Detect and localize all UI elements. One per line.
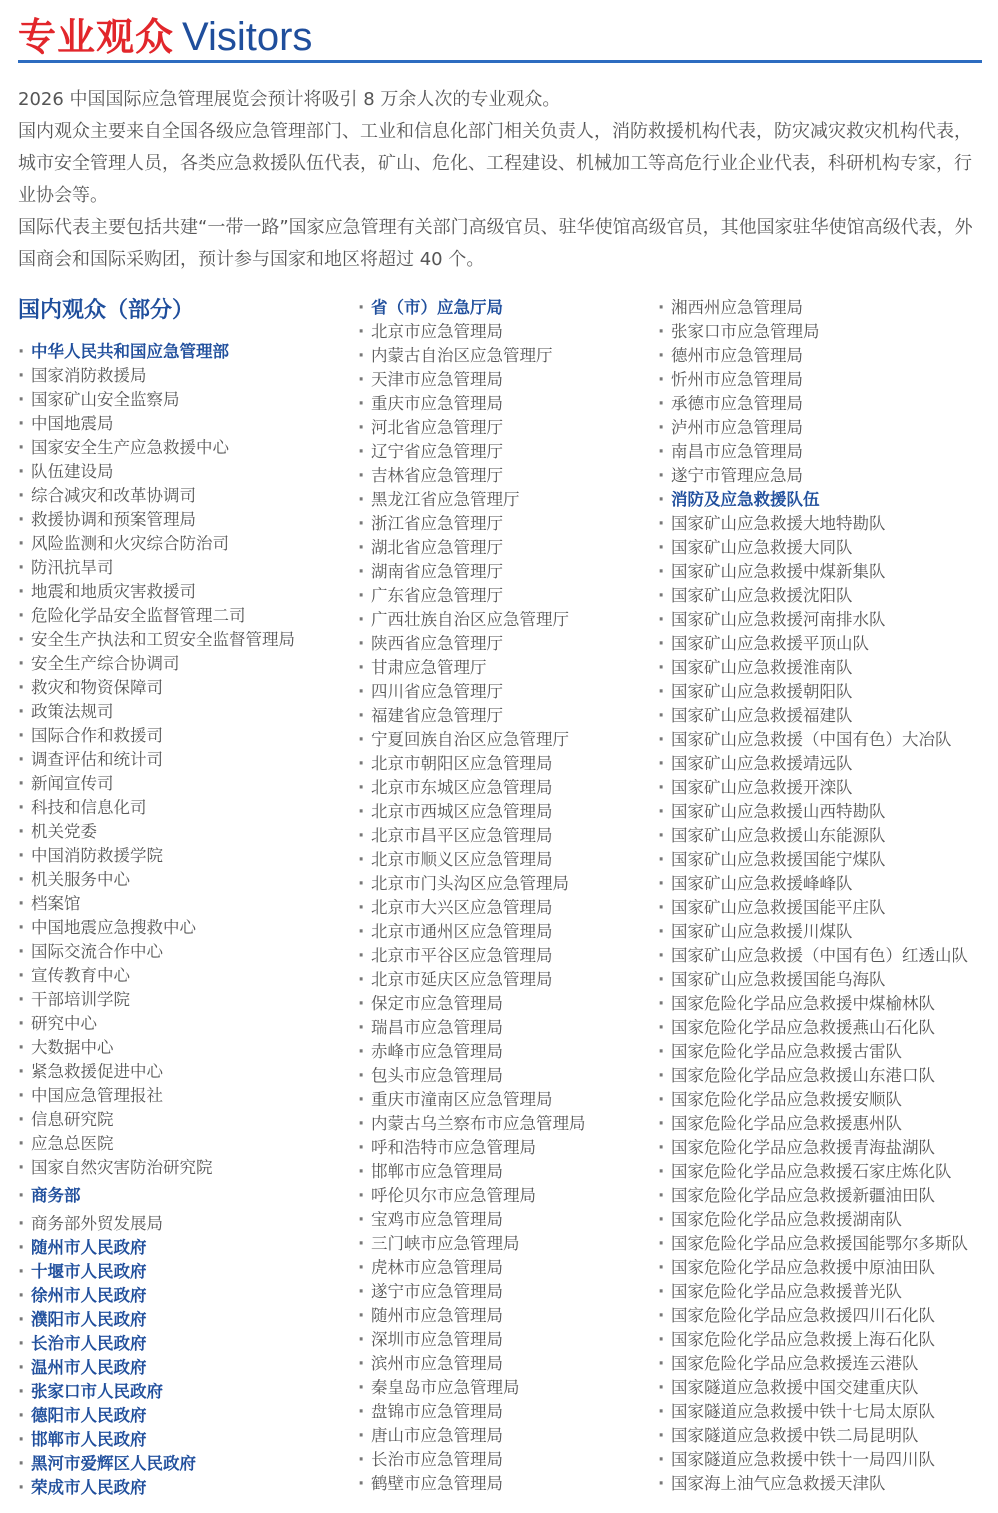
list-item: · 国家矿山应急救援平顶山队 [658,632,996,656]
list-item: · 国家矿山应急救援峰峰队 [658,872,996,896]
list-item: · 福建省应急管理厅 [358,704,658,728]
list-group-heading: · 十堰市人民政府 [18,1260,348,1284]
list-item: · 科技和信息化司 [18,796,348,820]
list-item: · 国家矿山应急救援大同队 [658,536,996,560]
list-item: · 宣传教育中心 [18,964,348,988]
list-item: · 重庆市潼南区应急管理局 [358,1088,658,1112]
list-item: · 国家矿山应急救援川煤队 [658,920,996,944]
list-item: · 国家危险化学品应急救援四川石化队 [658,1304,996,1328]
list-item: · 国家危险化学品应急救援燕山石化队 [658,1016,996,1040]
list-item: · 中国应急管理报社 [18,1084,348,1108]
list-item: · 国家危险化学品应急救援中煤榆林队 [658,992,996,1016]
list-item: · 内蒙古乌兰察布市应急管理局 [358,1112,658,1136]
list-item: · 北京市延庆区应急管理局 [358,968,658,992]
list-group-heading: · 濮阳市人民政府 [18,1308,348,1332]
list-item: · 国家矿山应急救援（中国有色）红透山队 [658,944,996,968]
list-item: · 北京市门头沟区应急管理局 [358,872,658,896]
list-item: · 滨州市应急管理局 [358,1352,658,1376]
column-rescue-teams [658,296,996,1496]
list-item: · 国家矿山应急救援靖远队 [658,752,996,776]
list-item: · 国家危险化学品应急救援石家庄炼化队 [658,1160,996,1184]
list-item: · 国家隧道应急救援中国交建重庆队 [658,1376,996,1400]
list-item: · 国家危险化学品应急救援青海盐湖队 [658,1136,996,1160]
list-item: · 国家自然灾害防治研究院 [18,1156,348,1180]
list-item: · 救灾和物资保障司 [18,676,348,700]
list-item: · 三门峡市应急管理局 [358,1232,658,1256]
list-item: · 深圳市应急管理局 [358,1328,658,1352]
list-item: · 队伍建设局 [18,460,348,484]
list-item: · 湖北省应急管理厅 [358,536,658,560]
list-item: · 泸州市应急管理局 [658,416,996,440]
list-item: · 国家消防救援局 [18,364,348,388]
list-item: · 北京市东城区应急管理局 [358,776,658,800]
list-item: · 北京市朝阳区应急管理局 [358,752,658,776]
column-provincial-bureaus [358,296,658,1496]
list-item: · 呼伦贝尔市应急管理局 [358,1184,658,1208]
list-item: · 唐山市应急管理局 [358,1424,658,1448]
list-item: · 大数据中心 [18,1036,348,1060]
list-item: · 综合减灾和改革协调司 [18,484,348,508]
list-item: · 北京市西城区应急管理局 [358,800,658,824]
list-item: · 国家矿山应急救援开滦队 [658,776,996,800]
list-item: · 湖南省应急管理厅 [358,560,658,584]
list-item: · 辽宁省应急管理厅 [358,440,658,464]
list-item: · 信息研究院 [18,1108,348,1132]
list-item: · 国家隧道应急救援中铁十七局太原队 [658,1400,996,1424]
list-item: · 宝鸡市应急管理局 [358,1208,658,1232]
visitor-list [358,296,658,1496]
list-item: · 国家危险化学品应急救援湖南队 [658,1208,996,1232]
list-group-heading: · 消防及应急救援队伍 [658,488,996,512]
list-item: · 张家口市应急管理局 [658,320,996,344]
list-item: · 陕西省应急管理厅 [358,632,658,656]
list-item: · 鹤壁市应急管理局 [358,1472,658,1496]
list-item: · 档案馆 [18,892,348,916]
list-item: · 国家海上油气应急救援天津队 [658,1472,996,1496]
list-item: · 国家危险化学品应急救援国能鄂尔多斯队 [658,1232,996,1256]
list-item: · 国家矿山应急救援福建队 [658,704,996,728]
list-item: · 北京市平谷区应急管理局 [358,944,658,968]
list-item: · 国家矿山应急救援大地特勘队 [658,512,996,536]
list-item: · 南昌市应急管理局 [658,440,996,464]
list-item: · 政策法规司 [18,700,348,724]
list-item: · 德州市应急管理局 [658,344,996,368]
list-item: · 遂宁市应急管理局 [358,1280,658,1304]
visitor-list [18,340,348,1500]
list-item: · 国家矿山应急救援山东能源队 [658,824,996,848]
list-item: · 北京市大兴区应急管理局 [358,896,658,920]
list-item: · 广西壮族自治区应急管理厅 [358,608,658,632]
list-item: · 四川省应急管理厅 [358,680,658,704]
list-item: · 国家安全生产应急救援中心 [18,436,348,460]
list-item: · 机关党委 [18,820,348,844]
list-item: · 国家矿山应急救援（中国有色）大冶队 [658,728,996,752]
list-item: · 北京市应急管理局 [358,320,658,344]
list-item: · 研究中心 [18,1012,348,1036]
list-item: · 虎林市应急管理局 [358,1256,658,1280]
list-item: · 国际合作和救援司 [18,724,348,748]
list-item: · 河北省应急管理厅 [358,416,658,440]
list-item: · 国家矿山应急救援国能乌海队 [658,968,996,992]
list-item: · 安全生产综合协调司 [18,652,348,676]
list-item: · 包头市应急管理局 [358,1064,658,1088]
list-item: · 风险监测和火灾综合防治司 [18,532,348,556]
list-item: · 国家危险化学品应急救援安顺队 [658,1088,996,1112]
list-item: · 北京市昌平区应急管理局 [358,824,658,848]
intro-paragraph: 2026 中国国际应急管理展览会预计将吸引 8 万余人次的专业观众。 [18,89,561,110]
list-item: · 广东省应急管理厅 [358,584,658,608]
list-group-heading: · 省（市）应急厅局 [358,296,658,320]
list-item: · 瑞昌市应急管理局 [358,1016,658,1040]
list-item: · 甘肃应急管理厅 [358,656,658,680]
list-item: · 天津市应急管理局 [358,368,658,392]
list-item: · 国家危险化学品应急救援上海石化队 [658,1328,996,1352]
page-title-en: Visitors [182,15,313,59]
list-item: · 秦皇岛市应急管理局 [358,1376,658,1400]
list-item: · 国家矿山应急救援国能宁煤队 [658,848,996,872]
intro-paragraph: 国际代表主要包括共建“一带一路”国家应急管理有关部门高级官员、驻华使馆高级官员，其他国家驻华使馆高级代表，外国商会和国际采购团，预计参与国家和地区将超过 40 个。 [18,217,973,270]
list-group-heading: · 随州市人民政府 [18,1236,348,1260]
list-item: · 国家矿山应急救援淮南队 [658,656,996,680]
page-header [18,6,312,60]
list-item: · 危险化学品安全监督管理二司 [18,604,348,628]
list-group-heading: · 徐州市人民政府 [18,1284,348,1308]
list-item: · 长治市应急管理局 [358,1448,658,1472]
list-group-heading: · 邯郸市人民政府 [18,1428,348,1452]
list-item: · 紧急救援促进中心 [18,1060,348,1084]
visitor-list [658,296,996,1496]
list-item: · 国家矿山应急救援河南排水队 [658,608,996,632]
list-item: · 北京市通州区应急管理局 [358,920,658,944]
list-item: · 内蒙古自治区应急管理厅 [358,344,658,368]
column-domestic-agencies [18,296,348,1500]
list-group-heading: · 张家口市人民政府 [18,1380,348,1404]
list-group-heading: · 德阳市人民政府 [18,1404,348,1428]
list-item: · 保定市应急管理局 [358,992,658,1016]
list-item: · 国家隧道应急救援中铁二局昆明队 [658,1424,996,1448]
list-item: · 国家危险化学品应急救援连云港队 [658,1352,996,1376]
header-divider [18,60,982,63]
domestic-visitors-heading: 国内观众（部分） [18,298,195,323]
list-group-heading: · 中华人民共和国应急管理部 [18,340,348,364]
list-group-heading: · 温州市人民政府 [18,1356,348,1380]
list-item: · 国家危险化学品应急救援普光队 [658,1280,996,1304]
list-item: · 国家矿山应急救援沈阳队 [658,584,996,608]
list-item: · 重庆市应急管理局 [358,392,658,416]
list-item: · 国家矿山应急救援国能平庄队 [658,896,996,920]
list-item: · 中国消防救援学院 [18,844,348,868]
list-item: · 国家危险化学品应急救援山东港口队 [658,1064,996,1088]
list-item: · 随州市应急管理局 [358,1304,658,1328]
list-item: · 中国地震应急搜救中心 [18,916,348,940]
list-item: · 安全生产执法和工贸安全监督管理局 [18,628,348,652]
list-item: · 干部培训学院 [18,988,348,1012]
list-item: · 赤峰市应急管理局 [358,1040,658,1064]
list-item: · 承德市应急管理局 [658,392,996,416]
list-item: · 地震和地质灾害救援司 [18,580,348,604]
list-item: · 忻州市应急管理局 [658,368,996,392]
list-item: · 机关服务中心 [18,868,348,892]
list-item: · 中国地震局 [18,412,348,436]
list-item: · 新闻宣传司 [18,772,348,796]
list-item: · 调查评估和统计司 [18,748,348,772]
list-item: · 国家矿山安全监察局 [18,388,348,412]
list-item: · 吉林省应急管理厅 [358,464,658,488]
list-item: · 商务部外贸发展局 [18,1212,348,1236]
list-item: · 浙江省应急管理厅 [358,512,658,536]
list-item: · 国家危险化学品应急救援新疆油田队 [658,1184,996,1208]
list-item: · 国家矿山应急救援朝阳队 [658,680,996,704]
intro-paragraph: 国内观众主要来自全国各级应急管理部门、工业和信息化部门相关负责人，消防救援机构代表，防灾减灾救灾机构代表，城市安全管理人员，各类应急救援队伍代表，矿山、危化、工程建设、机械加工等高危行业企业代表，科研机构专家，行业协会等。 [18,121,972,206]
page-title-cn: 专业观众 [18,15,175,59]
list-item: · 国家矿山应急救援中煤新集队 [658,560,996,584]
list-item: · 防汛抗旱司 [18,556,348,580]
list-item: · 救援协调和预案管理局 [18,508,348,532]
list-item: · 盘锦市应急管理局 [358,1400,658,1424]
list-item: · 呼和浩特市应急管理局 [358,1136,658,1160]
list-item: · 宁夏回族自治区应急管理厅 [358,728,658,752]
list-item: · 应急总医院 [18,1132,348,1156]
list-group-heading: · 商务部 [18,1184,348,1208]
list-item: · 国家危险化学品应急救援中原油田队 [658,1256,996,1280]
list-group-heading: · 长治市人民政府 [18,1332,348,1356]
list-item: · 邯郸市应急管理局 [358,1160,658,1184]
list-group-heading: · 荣成市人民政府 [18,1476,348,1500]
list-item: · 黑龙江省应急管理厅 [358,488,658,512]
list-group-heading: · 黑河市爱辉区人民政府 [18,1452,348,1476]
list-item: · 湘西州应急管理局 [658,296,996,320]
list-item: · 北京市顺义区应急管理局 [358,848,658,872]
list-item: · 国际交流合作中心 [18,940,348,964]
list-item: · 国家危险化学品应急救援古雷队 [658,1040,996,1064]
intro-text [18,84,984,276]
list-item: · 国家隧道应急救援中铁十一局四川队 [658,1448,996,1472]
list-item: · 遂宁市管理应急局 [658,464,996,488]
list-item: · 国家危险化学品应急救援惠州队 [658,1112,996,1136]
list-item: · 国家矿山应急救援山西特勘队 [658,800,996,824]
